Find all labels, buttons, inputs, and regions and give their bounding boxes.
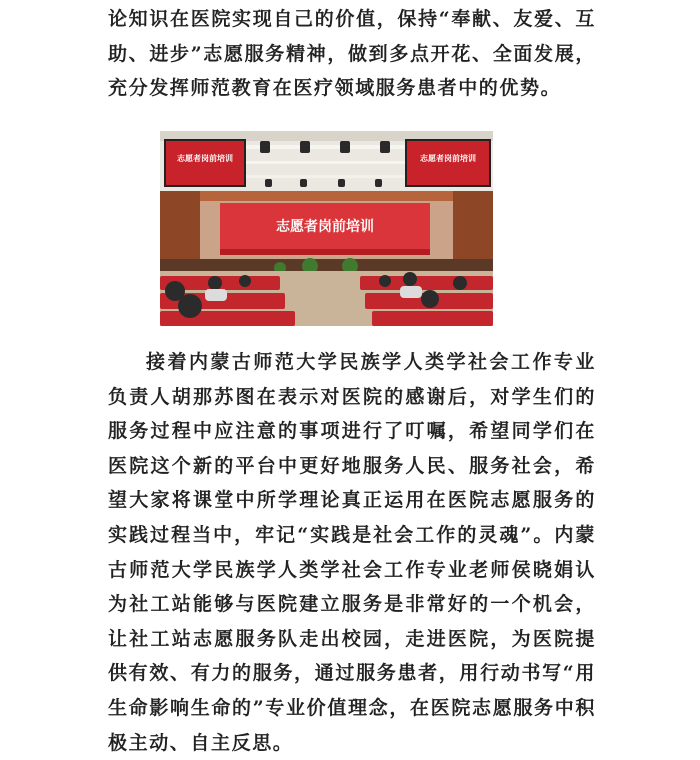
right-screen-title: 志愿者岗前培训 <box>420 154 476 163</box>
paragraph-speech: 接着内蒙古师范大学民族学人类学社会工作专业负责人胡那苏图在表示对医院的感谢后，对学生们的服务过程中应注意的事项进行了叮嘱，希望同学们在医院这个新的平台中更好地服务人民、服务社会，希望大家将课堂中所学理论真正运用在医院志愿服务的实践过程当中，牢记“实践是社会工作的灵魂”。内蒙古师范大学民族学人类学社会工作专业老师侯晓娟认为社工站能够与医院建立服务是非常好的一个机会，让社工站志愿服务队走出校园，走进医院，为医院提供有效、有力的服务，通过服务患者，用行动书写“用生命影响生命的”专业价值理念，在医院志愿服务中积极主动、自主反思。 <box>108 351 596 754</box>
right-screen <box>405 139 491 187</box>
paragraph-intro: 论知识在医院实现自己的价值，保持“奉献、友爱、互助、进步”志愿服务精神，做到多点开花、全面发展，充分发挥师范教育在医疗领域服务患者中的优势。 <box>108 8 596 100</box>
left-screen <box>164 139 246 187</box>
left-screen-title: 志愿者岗前培训 <box>177 154 233 163</box>
training-photo-svg <box>160 131 493 326</box>
stage-banner-title: 志愿者岗前培训 <box>276 219 374 235</box>
stage-banner <box>220 203 430 255</box>
training-photo <box>160 131 493 326</box>
